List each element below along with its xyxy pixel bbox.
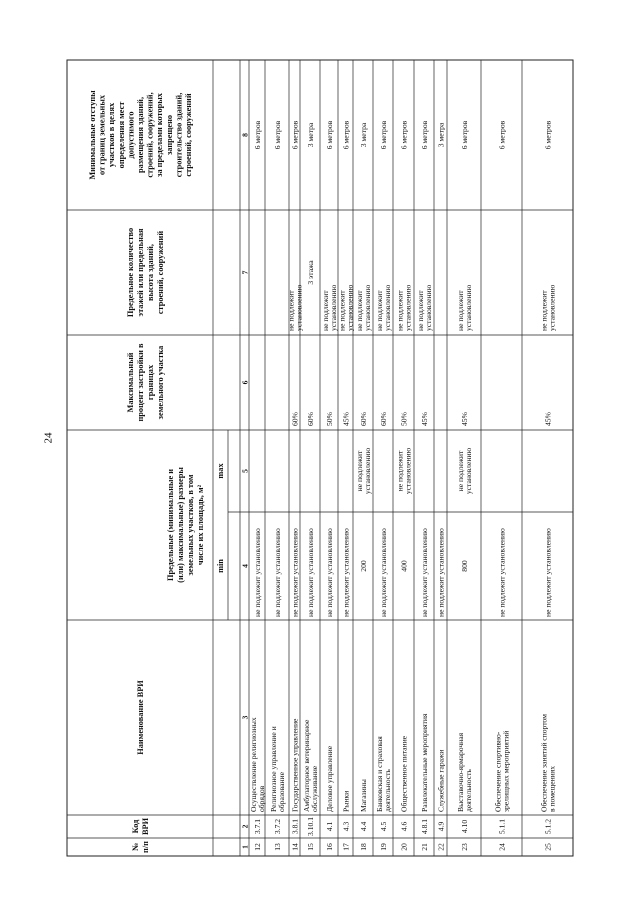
row-num: [253, 843, 262, 851]
row-code: [544, 819, 553, 834]
row-floors: [286, 284, 303, 331]
header-max-line: max: [216, 463, 225, 479]
row-floors: [395, 284, 412, 331]
row-min-line: 800: [460, 560, 469, 572]
row-code: [306, 817, 315, 836]
row-floors: [321, 284, 338, 331]
row-setback-line: 6 метров: [273, 120, 282, 150]
row-size: [544, 528, 553, 617]
row-size-line: не подлежит установлению: [306, 528, 315, 617]
row-min-line: 200: [359, 560, 368, 572]
row-name: [325, 745, 334, 812]
row-floors: [337, 284, 354, 331]
column-index-4: [241, 564, 250, 568]
header-size-line: земельных участков, в том: [186, 474, 195, 576]
column-index-6-line: 6: [240, 380, 250, 385]
row-size: [420, 528, 429, 617]
column-index-7-line: 7: [240, 270, 250, 275]
row-percent-line: 50%: [399, 412, 409, 426]
row-size: [273, 528, 282, 617]
row-percent: [460, 411, 469, 426]
column-index-2: [241, 824, 250, 828]
row-num: [498, 843, 507, 851]
row-floors-line: не подлежит: [286, 290, 296, 331]
row-num: [342, 843, 351, 851]
row-percent-line: 60%: [379, 412, 388, 426]
header-num-line: п/п: [141, 841, 150, 853]
row-percent-line: 45%: [460, 412, 469, 426]
header-size-line: Предельные (минимальные и: [166, 469, 175, 581]
row-percent: [291, 411, 300, 426]
row-code: [342, 822, 351, 832]
header-setbacks-line: Минимальные отступы: [88, 90, 97, 180]
row-percent: [306, 411, 315, 426]
header-code-line: ВРИ: [141, 817, 150, 836]
row-code-line: 4.10: [460, 819, 469, 834]
row-percent: [420, 411, 429, 426]
header-setbacks: [88, 90, 193, 180]
header-code: [131, 817, 150, 835]
row-floors-line: установлению: [424, 284, 434, 331]
column-index-8: [241, 133, 250, 137]
column-index-8-line: 8: [240, 133, 250, 137]
row-code: [420, 819, 429, 834]
row-floors-line: установлению: [547, 284, 557, 331]
row-percent-line: 50%: [325, 412, 334, 426]
row-floors-line: не подлежит: [415, 290, 425, 331]
row-setback-line: 3 метра: [436, 122, 446, 148]
row-size: [437, 528, 446, 617]
row-code-line: 3.7.1: [253, 818, 262, 835]
row-setback: [291, 120, 300, 149]
row-code-line: 4.8.1: [420, 818, 429, 835]
row-code: [379, 822, 388, 832]
row-setback: [306, 122, 315, 147]
row-name-line: Деловое управление: [325, 745, 334, 812]
header-setbacks-line: определения мест: [116, 101, 126, 169]
row-size-line: не подлежит установлению: [420, 528, 429, 617]
row-setback: [273, 120, 282, 149]
header-floors-line: этажей или предельная: [136, 228, 145, 317]
header-size-line: числе их площадь, м²: [196, 484, 205, 566]
row-code: [498, 819, 507, 834]
row-name-line: Обеспечение занятий спортом: [539, 714, 549, 812]
row-code-line: 4.3: [341, 821, 351, 832]
row-size-line: не подлежит установлению: [341, 528, 351, 617]
row-percent-line: 45%: [341, 412, 351, 426]
row-setback-line: 6 метров: [253, 120, 262, 150]
row-setback-line: 6 метров: [325, 120, 334, 150]
row-code: [291, 819, 300, 834]
row-percent-line: 60%: [290, 412, 300, 426]
row-setback: [544, 120, 553, 149]
row-floors-line: не подлежит: [320, 290, 330, 331]
row-percent-line: 60%: [359, 412, 368, 426]
column-index-3-line: 3: [240, 715, 250, 720]
row-name-line: Рынки: [341, 790, 351, 812]
row-size-line: не подлежит установлению: [379, 528, 388, 617]
row-size: [325, 528, 334, 617]
row-name: [456, 732, 473, 812]
row-code-line: 5.1.2: [543, 818, 553, 835]
row-floors-line: установлению: [383, 284, 393, 331]
row-setback: [325, 120, 334, 149]
row-code-line: 3.10.1: [306, 817, 315, 836]
row-size-line: не подлежит установлению: [273, 528, 282, 617]
row-setback: [460, 120, 469, 149]
row-code-line: 5.1.1: [497, 818, 507, 835]
row-code-line: 3.7.2: [273, 818, 282, 835]
row-percent: [342, 411, 351, 426]
row-name-line: деятельность: [464, 769, 474, 812]
row-max: [355, 448, 372, 495]
row-min: [460, 560, 469, 572]
row-floors-line: установлению: [403, 284, 413, 331]
header-floors-line: высота зданий,: [146, 243, 155, 302]
header-floors-line: строений, сооружений: [156, 230, 165, 315]
header-size: [166, 467, 205, 583]
column-index-7: [241, 270, 250, 274]
row-max: [395, 448, 412, 495]
row-num-line: 17: [341, 843, 351, 851]
row-min: [400, 560, 409, 572]
row-num: [325, 843, 334, 851]
header-setbacks-line: строительство зданий,: [174, 92, 184, 178]
row-name-line: Магазины: [359, 779, 368, 812]
row-min: [359, 560, 368, 572]
header-max: [216, 463, 225, 479]
row-size: [498, 528, 507, 617]
row-setback: [379, 120, 388, 149]
row-num: [273, 843, 282, 851]
row-code: [400, 822, 409, 832]
header-setbacks-line: строений, сооружений: [184, 93, 193, 177]
row-num: [437, 843, 446, 851]
row-code-line: 4.4: [359, 821, 368, 832]
row-name-line: Религиозное управление и: [268, 726, 278, 812]
row-num: [460, 843, 469, 851]
row-num-line: 19: [379, 843, 388, 851]
header-percent-line: границах: [146, 364, 155, 401]
row-setback-line: 3 метра: [359, 122, 368, 148]
table-text: [88, 90, 557, 853]
row-floors: [539, 284, 556, 331]
row-floors-line: установлению: [345, 284, 355, 331]
row-num: [291, 843, 300, 851]
row-max-line: установлению: [464, 447, 474, 495]
row-num-line: 24: [497, 843, 507, 851]
row-max-line: установлению: [363, 447, 373, 495]
row-size-line: не подлежит установлению: [325, 528, 334, 617]
row-num-line: 22: [436, 843, 446, 851]
row-code: [325, 822, 334, 832]
row-num-line: 25: [543, 843, 553, 851]
row-num: [379, 843, 388, 851]
header-percent-line: земельного участка: [156, 345, 165, 420]
row-name: [493, 731, 510, 812]
row-min-line: 400: [399, 560, 409, 572]
header-num-line: №: [131, 842, 140, 852]
row-num: [359, 843, 368, 851]
header-floors-line: Предельное количество: [126, 227, 135, 318]
row-percent: [400, 411, 409, 426]
row-num-line: 16: [325, 843, 334, 851]
row-size: [379, 528, 388, 617]
row-num-line: 20: [399, 843, 409, 851]
row-name-line: Амбулаторное ветеринарное: [301, 719, 311, 812]
row-setback: [420, 120, 429, 149]
row-name: [342, 791, 351, 812]
row-name-line: Обеспечение спортивно-: [493, 731, 503, 812]
row-floors-line: установлению: [363, 284, 373, 331]
header-percent-line: Максимальный: [126, 352, 135, 413]
row-name-line: зрелищных мероприятий: [501, 730, 511, 812]
row-setback-line: 6 метров: [379, 120, 388, 150]
row-name-line: Общественное питание: [399, 735, 409, 812]
row-percent: [325, 411, 334, 426]
header-floors: [126, 228, 165, 317]
row-name: [437, 750, 446, 812]
row-setback: [400, 120, 409, 149]
row-name: [291, 718, 300, 812]
row-floors-line: не подлежит: [539, 290, 549, 331]
row-setback-line: 6 метров: [399, 120, 409, 150]
row-name-line: Банковская и страховая: [374, 736, 384, 812]
row-name-line: Осуществление религиозных: [248, 717, 258, 812]
row-size: [291, 528, 300, 617]
row-setback: [253, 120, 262, 149]
row-name: [375, 736, 392, 812]
row-setback-line: 6 метров: [290, 120, 300, 150]
row-size-line: не подлежит установлению: [253, 528, 262, 617]
header-setbacks-line: допустимого: [126, 111, 136, 159]
row-floors: [306, 260, 315, 285]
row-percent-line: 45%: [420, 412, 429, 426]
column-index-2-line: 2: [240, 824, 250, 829]
row-name: [359, 779, 368, 812]
row-floors-line: не подлежит: [395, 290, 405, 331]
row-max-line: установлению: [403, 447, 413, 495]
row-num: [544, 843, 553, 851]
row-num-line: 12: [253, 843, 262, 851]
row-floors-line: установлению: [329, 284, 339, 331]
row-floors: [456, 284, 473, 331]
row-floors-line: установлению: [464, 284, 474, 331]
header-setbacks-line: за пределами которых: [155, 93, 165, 177]
column-index-1: [241, 845, 250, 849]
header-setbacks-line: от границ земельных: [97, 95, 107, 175]
row-floors: [375, 284, 392, 331]
row-code: [273, 819, 282, 834]
row-name-line: Государственное управление: [290, 718, 300, 812]
header-setbacks-line: запрещено: [164, 114, 174, 156]
row-name-line: Выставочно-ярмарочная: [455, 732, 465, 812]
row-num-line: 23: [460, 843, 469, 851]
column-index-5: [241, 469, 250, 473]
row-floors-line: не подлежит: [337, 290, 347, 331]
row-name-line: обрядов: [257, 785, 267, 812]
row-name-line: Развлекательные мероприятия: [420, 713, 429, 812]
row-percent: [359, 411, 368, 426]
row-percent-line: 45%: [543, 412, 553, 426]
header-percent-line: процент застройки в: [136, 343, 145, 422]
row-code-line: 4.1: [325, 821, 334, 832]
row-num-line: 18: [359, 843, 368, 851]
header-percent: [126, 343, 165, 421]
row-num: [420, 843, 429, 851]
row-name: [539, 714, 556, 812]
row-setback-line: 6 метров: [460, 120, 469, 150]
row-name: [249, 717, 266, 812]
header-setbacks-line: строений, сооружений,: [145, 92, 155, 178]
row-num-line: 13: [273, 843, 282, 851]
row-size: [306, 528, 315, 617]
column-index-6: [241, 380, 250, 384]
column-index-5-line: 5: [240, 469, 250, 473]
row-code: [359, 822, 368, 832]
row-percent: [544, 411, 553, 426]
header-name-line: Наименование ВРИ: [136, 680, 145, 755]
header-setbacks-line: участков в целях: [107, 102, 117, 168]
row-code-line: 4.5: [379, 821, 388, 832]
row-max-line: не подлежит: [455, 450, 465, 492]
row-name-line: Служебные гаражи: [436, 749, 446, 812]
row-floors-line: 3 этажа: [306, 260, 315, 285]
row-num-line: 14: [290, 843, 300, 851]
row-floors-line: не подлежит: [374, 290, 384, 331]
row-setback-line: 3 метра: [306, 122, 315, 148]
row-name: [302, 719, 319, 812]
row-setback-line: 6 метров: [341, 120, 351, 150]
column-index-4-line: 4: [240, 564, 250, 568]
row-num-line: 15: [306, 843, 315, 851]
row-name-line: обслуживание: [310, 765, 320, 812]
row-code: [437, 822, 446, 832]
row-num: [306, 843, 315, 851]
row-setback-line: 6 метров: [543, 120, 553, 150]
row-size-line: не подлежит установлению: [290, 528, 300, 617]
page-number: 24: [42, 432, 55, 444]
row-max-line: не подлежит: [354, 450, 364, 492]
header-name: [136, 680, 145, 755]
row-floors: [355, 284, 372, 331]
row-code-line: 3.8.1: [290, 818, 300, 835]
row-setback: [498, 120, 507, 149]
row-name-line: деятельность: [383, 769, 393, 812]
row-name-line: в помещениях: [547, 765, 557, 812]
header-setbacks-line: размещения зданий,: [136, 96, 145, 174]
header-min: [216, 559, 225, 573]
row-percent: [379, 411, 388, 426]
column-index-1-line: 1: [240, 845, 250, 849]
row-size-line: не подлежит установлению: [497, 528, 507, 617]
row-num: [400, 843, 409, 851]
row-code-line: 4.6: [399, 821, 409, 832]
row-code: [253, 819, 262, 834]
row-name: [269, 726, 286, 812]
row-code-line: 4.9: [436, 821, 446, 832]
row-floors-line: установлению: [294, 284, 304, 331]
row-size: [342, 528, 351, 617]
row-max: [456, 448, 473, 495]
row-size-line: не подлежит установлению: [543, 528, 553, 617]
row-floors-line: не подлежит: [455, 290, 465, 331]
row-setback-line: 6 метров: [420, 120, 429, 150]
header-code-line: Код: [131, 819, 140, 834]
row-size-line: не подлежит установлению: [436, 528, 446, 617]
row-name: [420, 713, 429, 812]
row-percent-line: 60%: [306, 412, 315, 426]
row-size: [253, 528, 262, 617]
row-setback: [342, 120, 351, 149]
row-name: [400, 735, 409, 812]
row-setback: [359, 122, 368, 147]
row-num-line: 21: [420, 843, 429, 851]
row-setback: [437, 122, 446, 147]
row-floors: [416, 284, 433, 331]
row-floors-line: не подлежит: [354, 290, 364, 331]
row-name-line: образование: [277, 772, 287, 812]
header-num: [131, 841, 150, 853]
header-min-line: min: [216, 559, 225, 573]
header-size-line: (или) максимальные) размеры: [176, 467, 185, 583]
row-setback-line: 6 метров: [497, 120, 507, 150]
row-max-line: не подлежит: [395, 450, 405, 492]
row-code: [460, 820, 469, 833]
